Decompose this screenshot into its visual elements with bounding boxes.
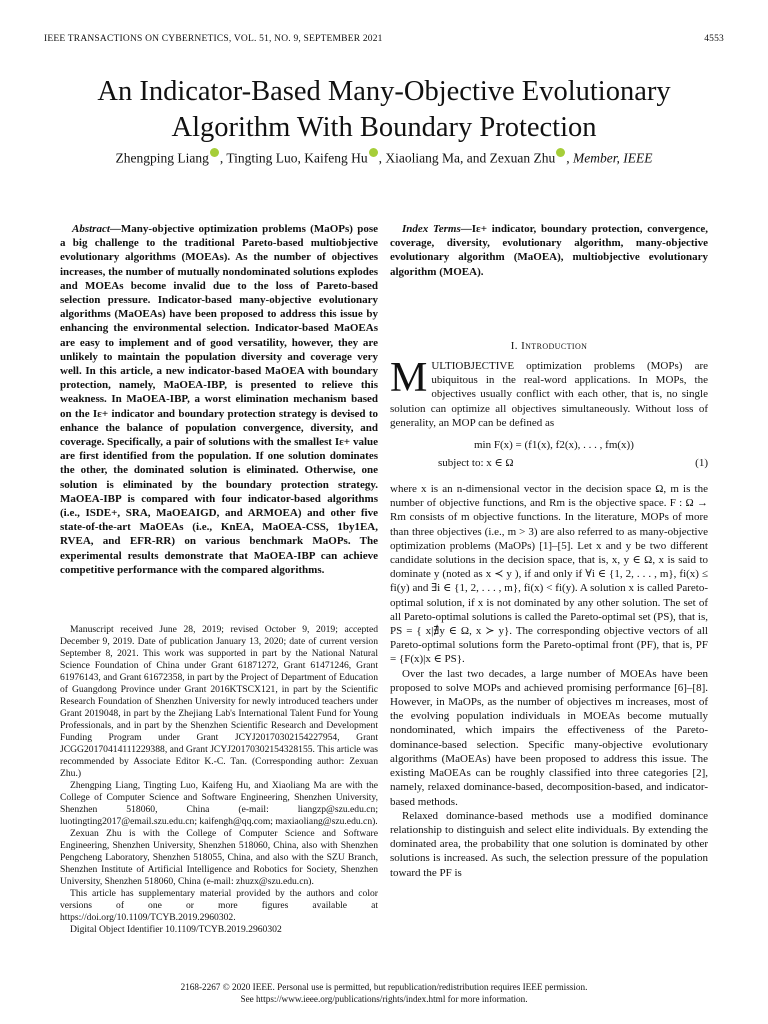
footnote-affiliation-1: Zhengping Liang, Tingting Luo, Kaifeng Hu, and Xiaoliang Ma are with the College of Computer Science and Software Engineering, Shenzhen University, Shenzhen 518060, China (e-mail: liangzp@szu.edu.cn; luotingting2017@email.szu.edu.cn; kaifengh@qq.com; maxiaoliang@szu.edu.cn). <box>60 780 378 827</box>
intro-paragraph-1 <box>390 355 708 430</box>
index-terms-label: Index Terms <box>402 223 461 235</box>
rights-link-line: See https://www.ieee.org/publications/rights/index.html for more information. <box>240 994 528 1004</box>
abstract-text: —Many-objective optimization problems (MaOPs) pose a big challenge to the traditional Pareto-based multiobjective evolutionary algorithms (MOEAs). As the number of objectives increases, the number of mutually nondominated solutions explodes and MOEAs become invalid due to the loss of Pareto-based selection pressure. Indicator-based many-objective evolutionary algorithms (MaOEAs) have been proposed to address this issue by enhancing the environmental selection. Indicator-based MaOEAs are easy to implement and of good versatility, however, they are unlikely to maintain the population diversity and coverage very well. In this article, a new indicator-based MaOEA with boundary protection, namely, MaOEA-IBP, is presented to relieve this weakness. In MaOEA-IBP, a worst elimination mechanism based on the Iε+ indicator and boundary protection strategy is devised to enhance the balance of population convergence, diversity, and coverage. Specifically, a pair of solutions with the smallest Iε+ value are first identified from the population. If one solution dominates the other, the dominated solution is eliminated. Otherwise, one solution is eliminated by the boundary protection strategy. MaOEA-IBP is compared with four indicator-based algorithms (i.e., ISDE+, SRA, MaOEAIGD, and ARMOEA) and other five state-of-the-art MaOEAs (i.e., KnEA, MaOEA-CSS, 1by1EA, RVEA, and EFR-RR) on various benchmark MaOPs. The experimental results demonstrate that MaOEA-IBP can achieve competitive performance with the compared algorithms. <box>60 223 378 576</box>
left-column <box>60 222 378 577</box>
author-sep: , <box>566 150 573 166</box>
equation-1 <box>390 438 708 474</box>
copyright-footer <box>44 981 724 1005</box>
orcid-icon[interactable] <box>556 148 565 157</box>
author-1: Zhengping Liang <box>115 150 209 166</box>
title-line-2: Algorithm With Boundary Protection <box>171 112 597 143</box>
copyright-line: 2168-2267 © 2020 IEEE. Personal use is permitted, but republication/redistribution requires IEEE permission. <box>180 982 588 992</box>
author-3: , Xiaoliang Ma, and Zexuan Zhu <box>378 150 556 166</box>
right-column <box>390 222 708 880</box>
intro-paragraph-3: Over the last two decades, a large number of MOEAs have been proposed to solve MOPs and achieved promising performance [6]–[8]. However, in MaOPs, as the number of objectives m increases, most of the evolving population individuals in MOEAs become mutually nondominated, which impairs the effectiveness of the Pareto-dominance-based selection. Specific many-objective evolutionary algorithms (MaOEAs) have been proposed to address this issue. The existing MaOEAs can be roughly classified into three categories [2], namely, relaxed dominance-based, decomposition-based, and indicator-based methods. <box>390 667 708 808</box>
footnote-manuscript: Manuscript received June 28, 2019; revised October 9, 2019; accepted December 9, 2019. Date of publication January 13, 2020; date of current version September 8, 2021. This work was supported in part by the National Natural Science Foundation of China under Grant 61871272, Grant 61471246, Grant 61976143, and Grant 61672358, in part by the Project of Department of Education of Guangdong Province under Grant 2016KTSCX121, in part by the Scientific Research Foundation of Shenzhen University for newly introduced teachers under Grant 2019048, in part by the Zhejiang Lab's International Talent Fund for Young Professionals, and in part by the Shenzhen Scientific Research and Development Funding Program under Grant JCYJ20170302154227954, Grant JCGG20170414111229388, and Grant JCYJ20170302154328155. This article was recommended by Associate Editor K.-C. Tan. (Corresponding author: Zexuan Zhu.) <box>60 624 378 779</box>
abstract <box>60 222 378 577</box>
drop-cap: M <box>390 355 428 402</box>
footnote-affiliation-2: Zexuan Zhu is with the College of Computer Science and Software Engineering, Shenzhen University, Shenzhen 518060, China, also with Shenzhen Pengcheng Laboratory, Shenzhen 518055, China, and also with the SZU Branch, Shenzhen Institute of Artificial Intelligence and Robotics for Society, Shenzhen University, Shenzhen 518060, China (e-mail: zhuzx@szu.edu.cn). <box>60 828 378 887</box>
footnotes <box>60 624 378 936</box>
section-heading <box>390 339 708 353</box>
author-2: , Tingting Luo, Kaifeng Hu <box>219 150 368 166</box>
page-number: 4553 <box>704 34 724 44</box>
section-title: Introduction <box>521 339 588 352</box>
orcid-icon[interactable] <box>210 148 219 157</box>
author-list <box>44 148 724 167</box>
paper-title <box>44 74 724 146</box>
footnote-doi: Digital Object Identifier 10.1109/TCYB.2019.2960302 <box>70 924 282 935</box>
equation-line-2: subject to: x ∈ Ω <box>438 457 514 470</box>
intro-paragraph-4: Relaxed dominance-based methods use a modified dominance relationship to distinguish and select elite individuals. By extending the dominated area, the probability that one solution is dominated by other solutions is increased. As such, the selection pressure of the population toward the PF is <box>390 809 708 879</box>
index-terms <box>390 222 708 279</box>
abstract-label: Abstract <box>72 223 110 235</box>
equation-line-1: min F(x) = (f1(x), f2(x), . . . , fm(x)) <box>474 439 634 452</box>
index-terms-text: —Iε+ indicator, boundary protection, convergence, coverage, diversity, evolutionary algorithm, many-objective evolutionary algorithm (MaOEA), multiobjective evolutionary algorithm (MOEA). <box>390 223 708 278</box>
intro-paragraph-2: where x is an n-dimensional vector in the decision space Ω, m is the number of objective functions, and Rm is the objective space. F : Ω → Rm consists of m objective functions. In the literature, MOPs of more than three objectives (i.e., m > 3) are also referred to as many-objective optimization problems (MaOPs) [1]–[5]. Let x and y be two different candidate solutions in the decision space, that is, x, y ∈ Ω, x is said to dominate y (noted as x ≺ y ), if and only if ∀i ∈ {1, 2, . . . , m}, fi(x) ≤ fi(y) and ∃i ∈ {1, 2, . . . , m}, fi(x) < fi(y). A solution x is called Pareto-optimal solution, if x is not dominated by any other solution. The set of all Pareto-optimal solutions is called the Pareto-optimal set (PS), that is, PS = { x|∄y ∈ Ω, x ≻ y}. The corresponding objective vectors of all Pareto-optimal solutions form the Pareto-optimal front (PF), that is, PF = {F(x)|x ∈ PS}. <box>390 483 708 666</box>
orcid-icon[interactable] <box>369 148 378 157</box>
equation-number: (1) <box>695 457 708 470</box>
footnote-supplementary: This article has supplementary material provided by the authors and color versions of one or more figures available at https://doi.org/10.1109/TCYB.2019.2960302. <box>60 888 378 923</box>
member-title: Member, IEEE <box>572 150 653 166</box>
running-header <box>44 34 724 48</box>
intro-p1-text: ULTIOBJECTIVE optimization problems (MOPs) are ubiquitous in the real-word applications. In MOPs, the objectives usually conflict with each other, that is, no single solution can optimize all objectives simultaneously. Without loss of generality, an MOP can be defined as <box>390 360 708 429</box>
journal-name: IEEE TRANSACTIONS ON CYBERNETICS, VOL. 51, NO. 9, SEPTEMBER 2021 <box>44 34 383 44</box>
section-number: I. <box>510 339 522 352</box>
title-line-1: An Indicator-Based Many-Objective Evolutionary <box>97 76 671 107</box>
